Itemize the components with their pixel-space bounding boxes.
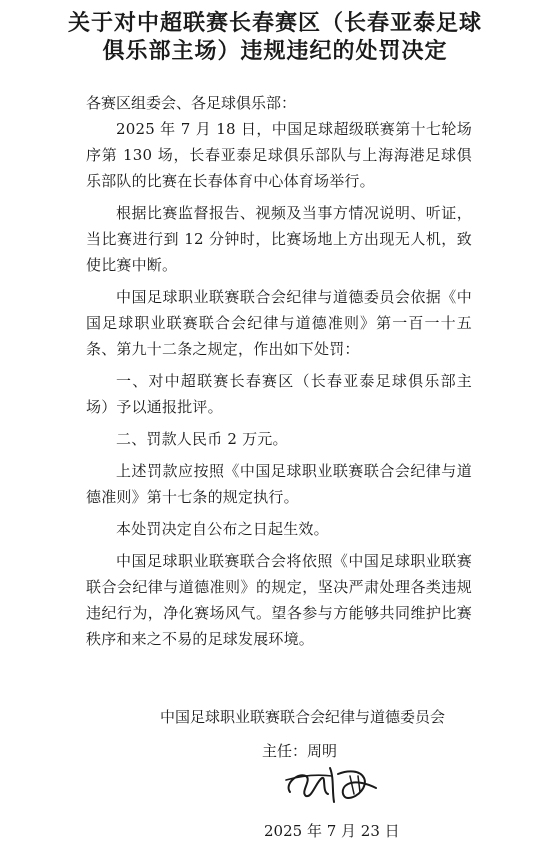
- paragraph-basis: 中国足球职业联赛联合会纪律与道德委员会依据《中国足球职业联赛联合会纪律与道德准则》第一百一十五条、第九十二条之规定，作出如下处罚：: [86, 288, 472, 358]
- director-line: 主任：周明: [262, 742, 338, 760]
- issuer-organization: 中国足球职业联赛联合会纪律与道德委员会: [160, 708, 446, 726]
- document-body: [86, 116, 472, 658]
- paragraph-match-info: 2025 年 7 月 18 日，中国足球超级联赛第十七轮场序第 130 场，长春亚泰足球俱乐部队与上海海港足球俱乐部队的比赛在长春体育中心体育场举行。: [86, 120, 472, 190]
- paragraph-penalty-1: 一、对中超联赛长春赛区（长春亚泰足球俱乐部主场）予以通报批评。: [86, 372, 472, 416]
- issue-date: 2025 年 7 月 23 日: [264, 822, 400, 840]
- document-title-line-1: 关于对中超联赛长春赛区（长春亚泰足球: [67, 10, 482, 36]
- paragraph-penalty-2: 二、罚款人民币 2 万元。: [116, 430, 288, 448]
- paragraph-incident: 根据比赛监督报告、视频及当事方情况说明、听证，当比赛进行到 12 分钟时，比赛场地上方出现无人机，致使比赛中断。: [86, 204, 472, 274]
- paragraph-effective: 本处罚决定自公布之日起生效。: [116, 520, 329, 538]
- document-title-line-2: 俱乐部主场）违规违纪的处罚决定: [102, 38, 448, 64]
- addressee: 各赛区组委会、各足球俱乐部：: [86, 94, 297, 112]
- paragraph-fine-execution: 上述罚款应按照《中国足球职业联赛联合会纪律与道德准则》第十七条的规定执行。: [86, 462, 472, 506]
- handwritten-signature: [276, 758, 386, 808]
- paragraph-closing: 中国足球职业联赛联合会将依照《中国足球职业联赛联合会纪律与道德准则》的规定，坚决严肃处理各类违规违纪行为，净化赛场风气。望各参与方能够共同维护比赛秩序和来之不易的足球发展环境。: [86, 552, 472, 648]
